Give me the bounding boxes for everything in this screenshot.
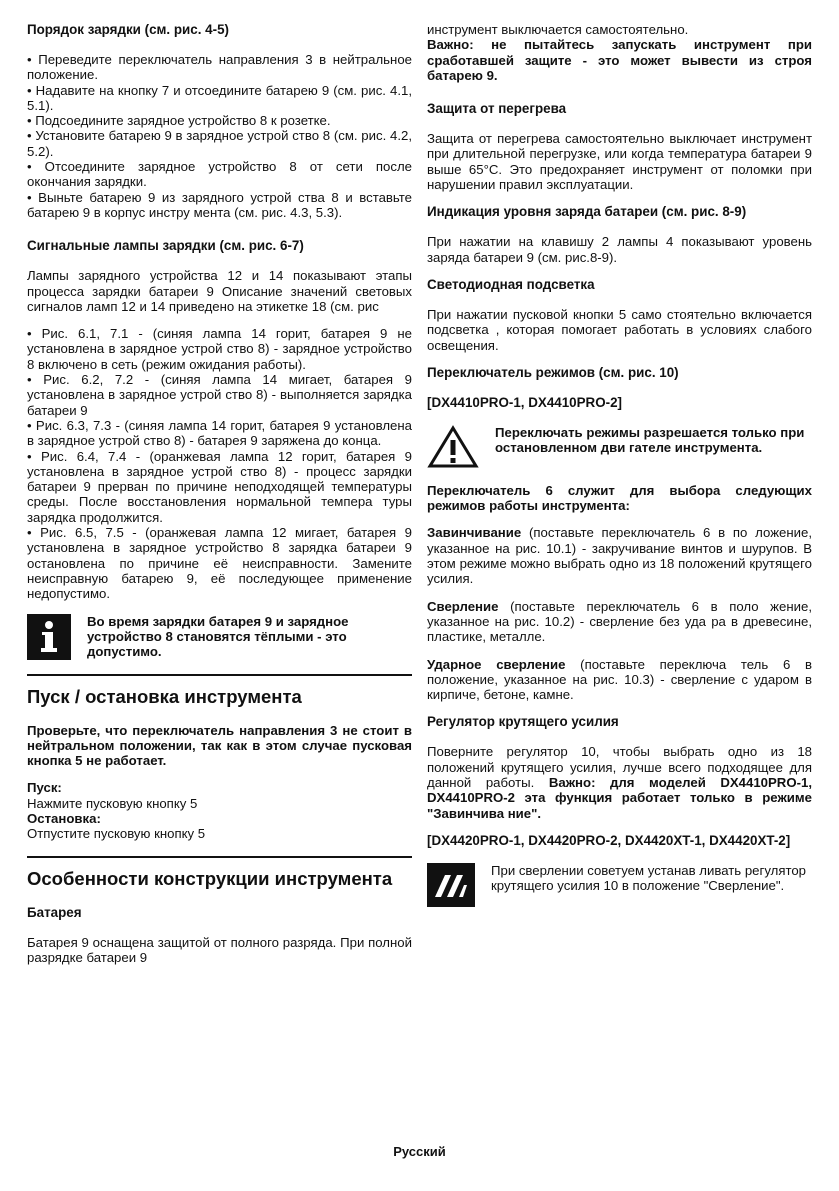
charge-steps xyxy=(27,52,412,220)
indicators-title: Сигнальные лампы зарядки (см. рис. 6-7) xyxy=(27,238,304,254)
torque-title: Регулятор крутящего усилия xyxy=(427,714,619,730)
drill-note-text: При сверлении советуем устанав ливать регулятор крутящего усилия 10 в положение "Сверление". xyxy=(491,862,807,894)
warning-note xyxy=(427,425,812,469)
off-label: Остановка: xyxy=(27,810,101,826)
off-text: Отпустите пусковую кнопку 5 xyxy=(27,826,206,842)
mode-screw xyxy=(427,525,812,586)
models-b: [DX4420PRO-1, DX4420PRO-2, DX4420XT-1, DX4420XT-2] xyxy=(427,832,791,848)
mode-drill xyxy=(427,599,812,645)
temperature-title: Защита от перегрева xyxy=(427,101,567,117)
mode-switch-title: Переключатель режимов (см. рис. 10) xyxy=(427,364,679,380)
charge-level-title: Индикация уровня заряда батареи (см. рис. 8-9) xyxy=(427,204,747,220)
indicator-item: • Рис. 6.3, 7.3 - (синяя лампа 14 горит, батарея 9 установлена в зарядное устрой ство 8) - батарея 9 заряжена до конца. xyxy=(27,417,412,449)
design-section-title: Особенности конструкции инструмента xyxy=(27,867,393,889)
led-title: Светодиодная подсветка xyxy=(427,276,595,292)
protection-warning: Важно: не пытайтесь запускать инструмент при сработавшей защите - это может вывести из строя батарею 9. xyxy=(427,37,812,83)
section-divider xyxy=(27,856,412,858)
charge-step: • Отсоедините зарядное устройство 8 от сети после окончания зарядки. xyxy=(27,159,412,190)
drill-note xyxy=(427,863,812,907)
warning-triangle-icon xyxy=(427,425,479,469)
info-note-text: Во время зарядки батарея 9 и зарядное устройство 8 становятся тёплыми - это допустимо. xyxy=(87,613,349,660)
indicator-item: • Рис. 6.2, 7.2 - (синяя лампа 14 мигает, батарея 9 установлена в зарядное устрой ство 8) - выполняется зарядка батареи 9 xyxy=(27,372,412,418)
right-column xyxy=(427,22,812,921)
models-a: [DX4410PRO-1, DX4410PRO-2] xyxy=(427,394,622,410)
charge-step: • Надавите на кнопку 7 и отсоедините батарею 9 (см. рис. 4.1, 5.1). xyxy=(27,82,412,113)
switch-warning: Проверьте, что переключатель направления 3 не стоит в нейтральном положении, так как в этом случае пусковая кнопка 5 не работает. xyxy=(27,722,412,769)
drill-mode-icon xyxy=(427,863,475,907)
hammer-label: Ударное сверление xyxy=(427,656,566,672)
torque-text: Поверните регулятор 10, чтобы выбрать одно из 18 положений крутящего усилия, лучше всего подходящее для данной работы. xyxy=(427,744,812,791)
charge-title: Порядок зарядки (см. рис. 4-5) xyxy=(27,22,229,37)
left-column xyxy=(27,22,412,977)
switch-section-title: Пуск / остановка инструмента xyxy=(27,685,302,707)
mode-hammer xyxy=(427,657,812,703)
drill-text: (поставьте переключатель 6 в поло жение, указанное на рис. 10.2) - сверление без уда ра в древесине, пластике, металле. xyxy=(427,598,812,645)
info-icon xyxy=(27,614,71,660)
continued-paragraph: инструмент выключается самостоятельно. xyxy=(427,22,689,37)
charge-step: • Выньте батарею 9 из зарядного устрой ства 8 и вставьте батарею 9 в корпус инстру мента (см. рис. 4.3, 5.3). xyxy=(27,189,412,220)
on-off-block xyxy=(27,780,412,841)
indicator-item: • Рис. 6.4, 7.4 - (оранжевая лампа 12 горит, батарея 9 установлена в зарядное устрой ство 8) - процесс зарядки батареи 9 прерван по причине неподходящей температуры среды. После восстановления нормальной темпера туры зарядка продолжится. xyxy=(27,448,412,525)
page-footer-language: Русский xyxy=(393,1144,446,1159)
charge-step: • Подсоедините зарядное устройство 8 к розетке. xyxy=(27,113,331,129)
hammer-text: (поставьте переключа тель 6 в положение, указанное на рис. 10.3) - сверление с ударом в кирпиче, бетоне, камне. xyxy=(427,656,812,703)
on-label: Пуск: xyxy=(27,780,62,796)
warning-note-text: Переключать режимы разрешается только при остановленном дви гателе инструмента. xyxy=(495,424,805,456)
on-text: Нажмите пусковую кнопку 5 xyxy=(27,795,198,811)
section-divider xyxy=(27,674,412,676)
torque-paragraph xyxy=(427,744,812,820)
temperature-paragraph: Защита от перегрева самостоятельно выключает инструмент при длительной перегрузке, или когда температура батареи 9 выше 65°C. Это предохраняет инструмент от поломки при нарушении правил эксплуатации. xyxy=(427,131,812,193)
screw-label: Завинчивание xyxy=(427,525,522,541)
led-paragraph: При нажатии пусковой кнопки 5 само стоятельно включается подсветка , которая помогает работать в условиях слабого освещения. xyxy=(427,306,812,353)
mode-intro: Переключатель 6 служит для выбора следующих режимов работы инструмента: xyxy=(427,482,812,514)
indicator-item: • Рис. 6.1, 7.1 - (синяя лампа 14 горит, батарея 9 не установлена в зарядное устрой ство 8) - зарядное устройство 8 включено в сеть (режим ожидания работы). xyxy=(27,326,412,372)
battery-title: Батарея xyxy=(27,904,82,920)
indicators-paragraph: Лампы зарядного устройства 12 и 14 показывают этапы процесса зарядки батареи 9 Описание значений световых сигналов ламп 12 и 14 приведено на этикетке 18 (см. рис xyxy=(27,268,412,314)
charge-level-paragraph: При нажатии на клавишу 2 лампы 4 показывают уровень заряда батареи 9 (см. рис.8-9). xyxy=(427,234,812,265)
charge-step: • Переведите переключатель направления 3 в нейтральное положение. xyxy=(27,52,412,83)
indicator-item: • Рис. 6.5, 7.5 - (оранжевая лампа 12 мигает, батарея 9 установлена в зарядное устройство 8 зарядка батареи 9 остановлена по причине её неисправности. Замените неисправную батарею 9, её последующее применение недопустимо. xyxy=(27,525,412,602)
drill-label: Сверление xyxy=(427,598,499,614)
indicator-items xyxy=(27,326,412,601)
charge-step: • Установите батарею 9 в зарядное устрой ство 8 (см. рис. 4.2, 5.2). xyxy=(27,128,412,159)
info-note xyxy=(27,614,412,660)
screw-text: (поставьте переключатель 6 в по ложение, указанное на рис. 10.1) - закручивание винтов и шурупов. В этом режиме можно выбрать одно из 18 положений крутящего усилия. xyxy=(427,525,812,587)
battery-paragraph: Батарея 9 оснащена защитой от полного разряда. При полной разрядке батареи 9 xyxy=(27,934,412,965)
torque-bold: Важно: для моделей DX4410PRO-1, DX4410PRO-2 эта функция работает только в режиме "Завинчива ние". xyxy=(427,775,812,821)
